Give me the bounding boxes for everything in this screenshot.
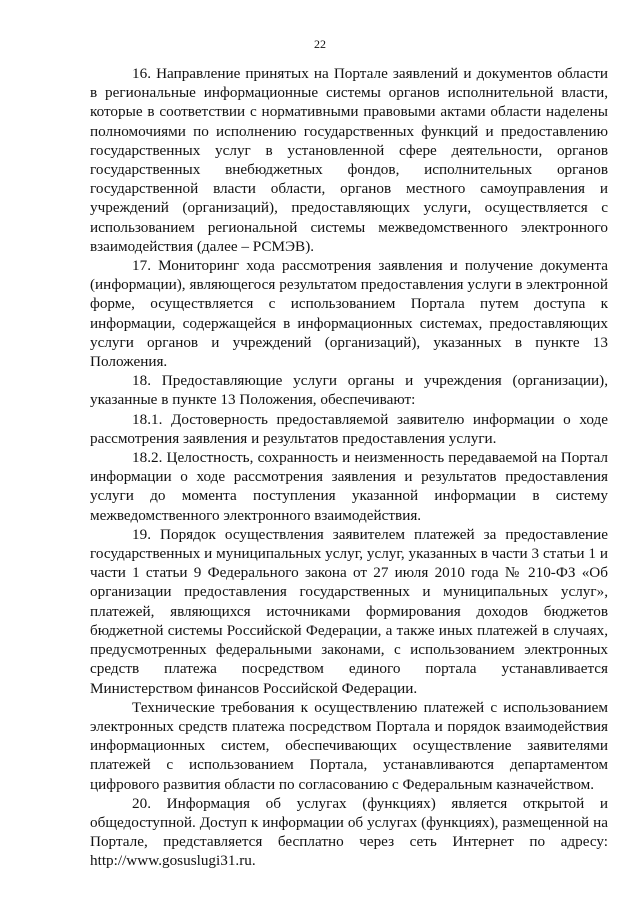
paragraph-16: 16. Направление принятых на Портале заявлений и документов области в региональные информационные системы органов исполнительной власти, которые в соответствии с нормативными правовыми актами области наделены полномочиями по исполнению государственных функций и предоставлению государственных услуг в установленной сфере деятельности, органов государственных внебюджетных фондов, исполнительных органов государственной власти области, органов местного самоуправления и учреждений (организаций), предоставляющих услуги, осуществляется с использованием региональной системы межведомственного электронного взаимодействия (далее – РСМЭВ). [90,65,608,255]
paragraph-technical-requirements: Технические требования к осуществлению платежей с использованием электронных средств платежа посредством Портала и порядок взаимодействия информационных систем, обеспечивающих осуществление заявителями платежей с использованием Портала, устанавливаются департаментом цифрового развития области по согласованию с Федеральным казначейством. [90,698,608,793]
document-body [90,64,608,871]
paragraph-18-1: 18.1. Достоверность предоставляемой заявителю информации о ходе рассмотрения заявления и результатов предоставления услуги. [90,410,608,447]
paragraph-18-2: 18.2. Целостность, сохранность и неизменность передаваемой на Портал информации о ходе рассмотрения заявления и результатов предоставления услуги до момента поступления указанной информации в систему межведомственного электронного взаимодействия. [90,449,608,524]
paragraph-17: 17. Мониторинг хода рассмотрения заявления и получение документа (информации), являющегося результатом предоставления услуги в электронной форме, осуществляется с использованием Портала путем доступа к информации, содержащейся в информационных системах, предоставляющих услуги органов и учреждений (организаций), указанных в пункте 13 Положения. [90,257,608,371]
page-number: 22 [314,37,326,51]
paragraph-20: 20. Информация об услугах (функциях) является открытой и общедоступной. Доступ к информации об услугах (функциях), размещенной на Портале, представляется бесплатно через сеть Интернет по адресу: http://www.gosuslugi31.ru. [90,794,608,870]
paragraph-18: 18. Предоставляющие услуги органы и учреждения (организации), указанные в пункте 13 Положения, обеспечивают: [90,372,608,409]
paragraph-19: 19. Порядок осуществления заявителем платежей за предоставление государственных и муниципальных услуг, услуг, указанных в части 3 статьи 1 и части 1 статьи 9 Федерального закона от 27 июля 2010 года № 210-ФЗ «Об организации предоставления государственных и муниципальных услуг», платежей, являющихся источниками формирования доходов бюджетов бюджетной системы Российской Федерации, а также иных платежей в случаях, предусмотренных федеральными законами, с использованием электронных средств платежа посредством единого портала устанавливается Министерством финансов Российской Федерации. [90,525,608,697]
